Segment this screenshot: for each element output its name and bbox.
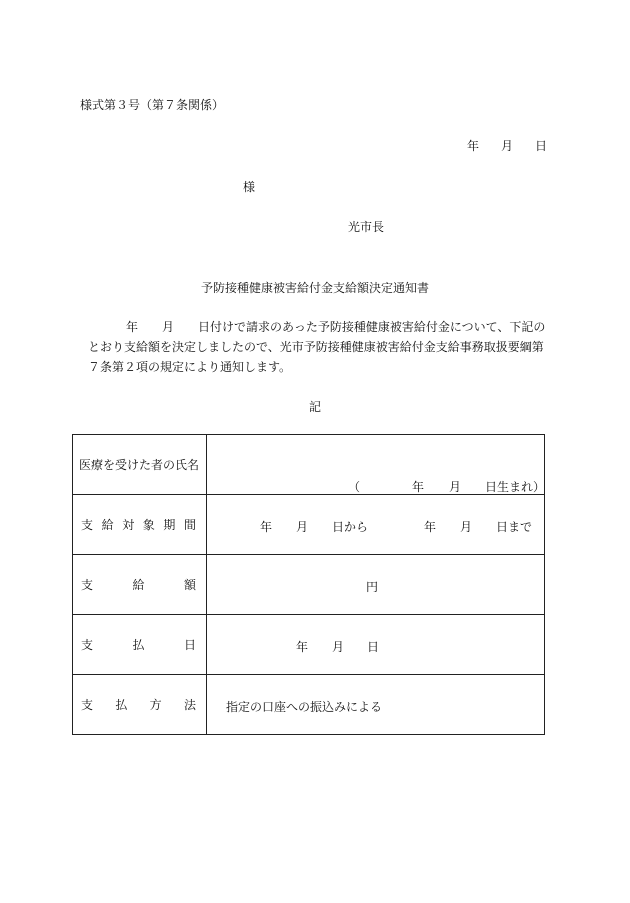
info-table bbox=[72, 434, 545, 735]
pay-month: 月 bbox=[332, 640, 345, 654]
table-row bbox=[73, 495, 545, 555]
label-char: 方 bbox=[149, 698, 162, 712]
label-text: 医療を受けた者の氏名 bbox=[79, 458, 200, 472]
body-text: 日付けで請求のあった予防接種健康被害給付金について、下記のとおり支給額を決定しましたので、光市予防接種健康被害給付金支給事務取扱要綱第７条第２項の規定により通知します。 bbox=[88, 320, 546, 374]
issue-date-day: 日 bbox=[535, 139, 548, 153]
document-title: 予防接種健康被害給付金支給額決定通知書 bbox=[200, 281, 429, 295]
issue-date-year: 年 bbox=[467, 139, 480, 153]
body-year: 年 bbox=[126, 320, 139, 334]
label-char: 間 bbox=[183, 518, 196, 532]
value-payment-amount bbox=[207, 555, 545, 615]
label-payment-amount bbox=[73, 555, 207, 615]
form-number: 様式第３号（第７条関係） bbox=[80, 98, 225, 112]
label-payment-date bbox=[73, 615, 207, 675]
to-month: 月 bbox=[460, 520, 473, 534]
label-char: 支 bbox=[81, 638, 94, 652]
birth-close: 日生まれ） bbox=[485, 480, 546, 494]
from-year: 年 bbox=[260, 520, 273, 534]
body-paragraph bbox=[88, 317, 548, 377]
label-patient-name bbox=[73, 435, 207, 495]
value-payment-method bbox=[207, 675, 545, 735]
body-month: 月 bbox=[162, 320, 175, 334]
from-month: 月 bbox=[296, 520, 309, 534]
label-payment-period bbox=[73, 495, 207, 555]
issue-date bbox=[467, 137, 547, 154]
label-char: 払 bbox=[115, 698, 128, 712]
from-day: 日から bbox=[332, 520, 369, 534]
ki-heading: 記 bbox=[308, 400, 321, 414]
label-char: 象 bbox=[142, 518, 155, 532]
label-char: 払 bbox=[132, 638, 145, 652]
pay-day: 日 bbox=[367, 640, 380, 654]
issuer: 光市長 bbox=[348, 220, 385, 234]
value-payment-date bbox=[207, 615, 545, 675]
to-day: 日まで bbox=[496, 520, 533, 534]
label-char: 額 bbox=[183, 578, 196, 592]
value-patient-name bbox=[207, 435, 545, 495]
birth-year: 年 bbox=[412, 480, 425, 494]
to-year: 年 bbox=[424, 520, 437, 534]
birth-open: （ bbox=[348, 480, 361, 494]
label-char: 給 bbox=[132, 578, 145, 592]
label-char: 支 bbox=[81, 698, 94, 712]
label-char: 法 bbox=[183, 698, 196, 712]
label-char: 給 bbox=[101, 518, 114, 532]
value-payment-period bbox=[207, 495, 545, 555]
recipient-suffix: 様 bbox=[243, 180, 256, 194]
table-row bbox=[73, 435, 545, 495]
label-char: 支 bbox=[81, 518, 94, 532]
pay-year: 年 bbox=[296, 640, 309, 654]
label-char: 支 bbox=[81, 578, 94, 592]
table-row bbox=[73, 675, 545, 735]
payment-method: 指定の口座への振込みによる bbox=[226, 700, 383, 714]
table-row bbox=[73, 555, 545, 615]
amount-unit: 円 bbox=[366, 580, 379, 594]
label-char: 対 bbox=[122, 518, 135, 532]
birth-month: 月 bbox=[449, 480, 462, 494]
label-char: 期 bbox=[163, 518, 176, 532]
label-payment-method bbox=[73, 675, 207, 735]
issue-date-month: 月 bbox=[501, 139, 514, 153]
label-char: 日 bbox=[183, 638, 196, 652]
table-row bbox=[73, 615, 545, 675]
